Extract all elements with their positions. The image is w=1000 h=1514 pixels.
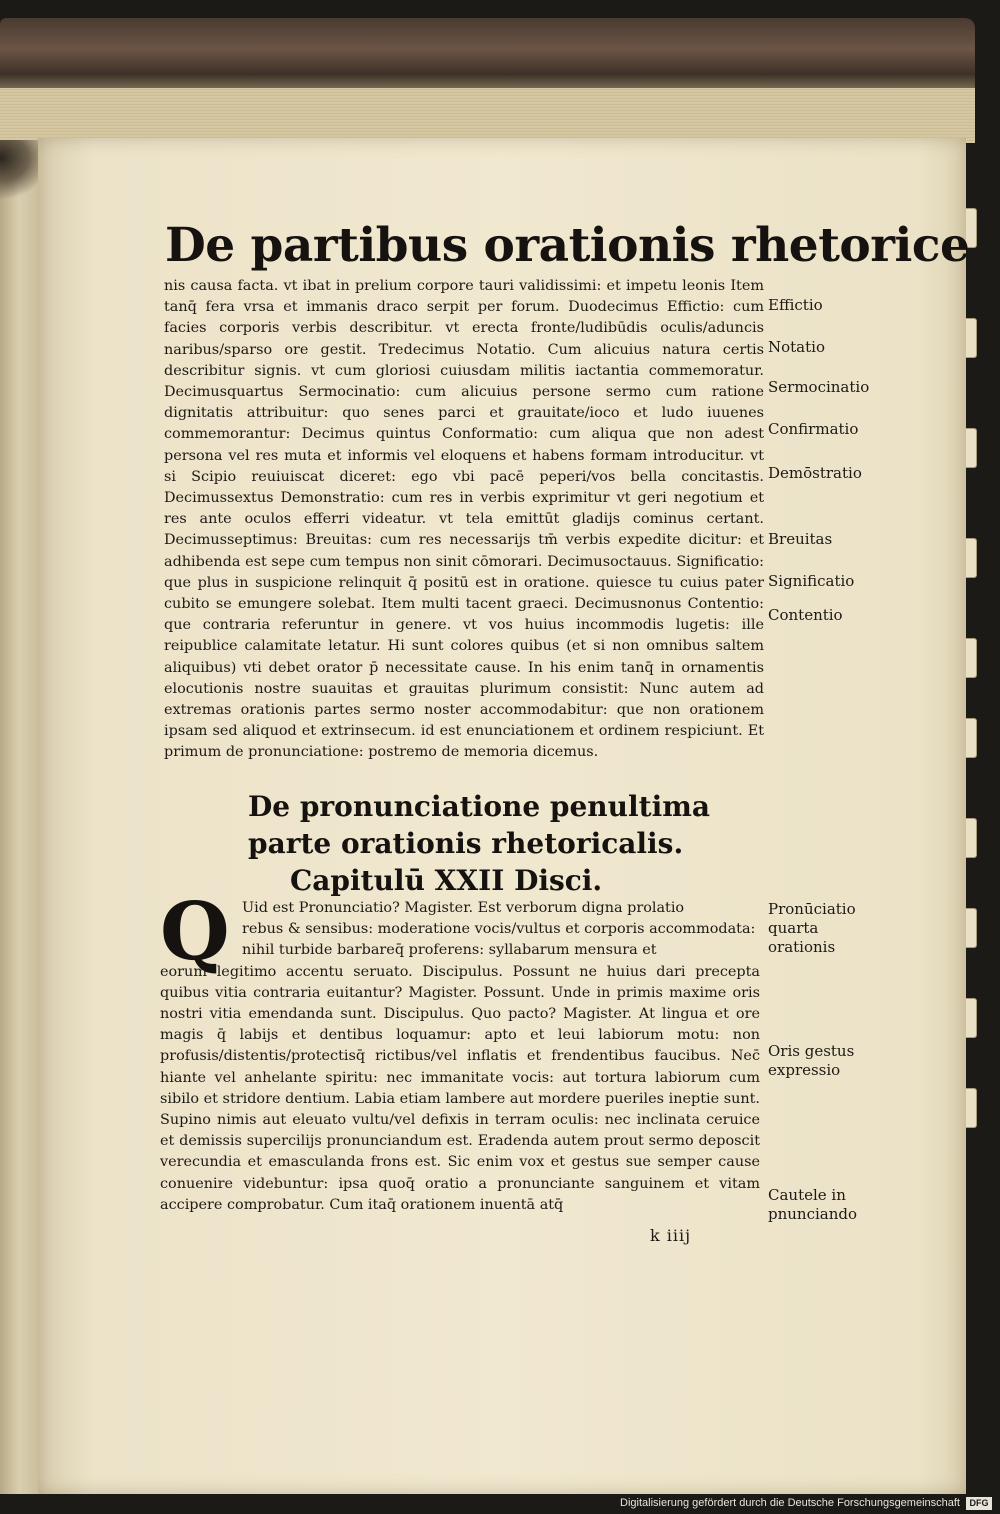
- page-tab: [966, 908, 977, 948]
- section-body-second-line: rebus & sensibus: moderatione vocis/vultus et corporis accommodata: nihil turbide barbareq̄ proferens: syllabarum mensura et: [242, 921, 756, 959]
- page-edges: [0, 88, 975, 143]
- margin-note-significatio: Significatio: [768, 572, 855, 590]
- page-tab: [966, 318, 977, 358]
- margin-note-oris-gestus: Oris gestus expressio: [768, 1042, 855, 1079]
- page-tab: [966, 538, 977, 578]
- section-body-rest: eorum legitimo accentu seruato. Discipulus. Possunt ne huius dari precepta quibus vitia contraria euitantur? Magister. Possunt. Unde in primis maxime oris nostri vitia emendanda sunt. Discipulus. Quo pacto? Magister. At lingua et ore magis q̄ labijs et dentibus loquamur: apto et leui labiorum motu: non profusis/distentis/protectisq̄ rictibus/vel inflatis et frendentibus faucibus. Nec̄ hiante vel anhelante spiritu: nec immanitate vocis: aut tortura labiorum cum sibilo et stridore dentium. Labia etiam lambere aut mordere pueriles ineptie sunt. Supino nimis aut eleuato vultu/vel defixis in terram oculis: nec inclinata ceruice et demissis supercilijs pronunciandum est. Eradenda autem prout sermo deposcit verecundia et emasculanda frons est. Sic enim vox et gestus sue semper cause conuenire videbuntur: ipsa quoq̄ oratio a pronunciante sanguinem et vitam accipere comprobatur. Cum itaq̄ orationem inuentā atq̄: [160, 963, 760, 1213]
- margin-note-confirmatio: Confirmatio: [768, 420, 859, 438]
- page-tab: [966, 1088, 977, 1128]
- page-heading: De partibus orationis rhetorice: [165, 218, 970, 273]
- margin-note-pronunciatio: Pronūciatio quarta orationis: [768, 900, 856, 956]
- dfg-logo: DFG: [966, 1497, 992, 1510]
- footer-credit: Digitalisierung gefördert durch die Deutsche Forschungsgemeinschaft: [620, 1497, 960, 1509]
- footer-bar: [0, 1494, 1000, 1514]
- margin-note-notatio: Notatio: [768, 338, 825, 356]
- page-tab: [966, 998, 977, 1038]
- section-title-line-1: De pronunciatione penultima: [248, 790, 710, 823]
- drop-capital: Q: [160, 884, 230, 978]
- margin-note-effictio: Effictio: [768, 296, 823, 314]
- page-tab: [966, 818, 977, 858]
- margin-note-breuitas: Breuitas: [768, 530, 833, 548]
- margin-note-sermocinatio: Sermocinatio: [768, 378, 870, 396]
- page-tab: [966, 428, 977, 468]
- body-text: nis causa facta. vt ibat in prelium corpore tauri validissimi: et impetu leonis Item tanq̄ fera vrsa et immanis draco serpit per forum. Duodecimus Effictio: cum facies corporis verbis describitur. vt erecta fronte/ludibūdis oculis/aduncis naribus/sparso ore gestit. Tredecimus Notatio. Cum alicuius natura certis describitur signis. vt cum gloriosi cuiusdam militis iactantia commemoratur. Decimusquartus Sermocinatio: cum alicuius persone sermo cum ratione dignitatis attribuitur: quo senes parci et grauitate/ioco et ludo iuuenes commemorantur: Decimus quintus Conformatio: cum aliqua que non adest persona vel res muta et informis vel eloquens et habens formam introducitur. vt si Scipio reuiuiscat diceret: ego vbi pacē peperi/vos bella concitastis. Decimussextus Demonstratio: cum res in verbis exprimitur vt geri negotium et res ante oculos efferri videatur. vt tela emittūt gladijs cominus certant. Decimusseptimus: Breuitas: cum res necessarijs tm̄ verbis expedite dicitur: et adhibenda est sepe cum tempus non sinit cōmorari. Decimusoctauus. Significatio: que plus in suspicione relinquit q̄ positū est in oratione. quiesce tu cuius pater cubito se emungere solebat. Item multi tacent graeci. Decimusnonus Contentio: que contraria referuntur in genere. vt vos huius incommodis lugetis: ille reipublice calamitate letatur. Hi sunt colores quibus (et si non omnibus saltem aliquibus) vti debet orator p̄ necessitate cause. In his enim tanq̄ in ornamentis elocutionis nostre suauitas et grauitas plurimum consistit: Nunc autem ad extremas orationis partes sermo noster accommodabitur: que non orationem ipsam sed aliquod et extrinsecum. id est enunciationem et ordinem respiciunt. Et primum de pronunciatione: postremo de memoria dicemus.: [164, 278, 764, 761]
- page-tab: [966, 638, 977, 678]
- section-title: [248, 788, 768, 899]
- verso-page-edge: [0, 140, 38, 1494]
- margin-note-cautele: Cautele in pnunciando: [768, 1186, 858, 1223]
- section-body-first-line: Uid est Pronunciatio? Magister. Est verborum digna prolatio: [242, 900, 685, 916]
- book-top-edge: [0, 18, 975, 143]
- section-title-line-3: Capitulū XXII Disci.: [290, 864, 603, 897]
- margin-note-contentio: Contentio: [768, 606, 843, 624]
- section-title-line-2: parte orationis rhetoricalis.: [248, 827, 684, 860]
- page-tab: [966, 718, 977, 758]
- margin-note-demonstratio: Demōstratio: [768, 464, 862, 482]
- section-body: [160, 898, 760, 1216]
- signature-mark: k iiij: [650, 1226, 692, 1245]
